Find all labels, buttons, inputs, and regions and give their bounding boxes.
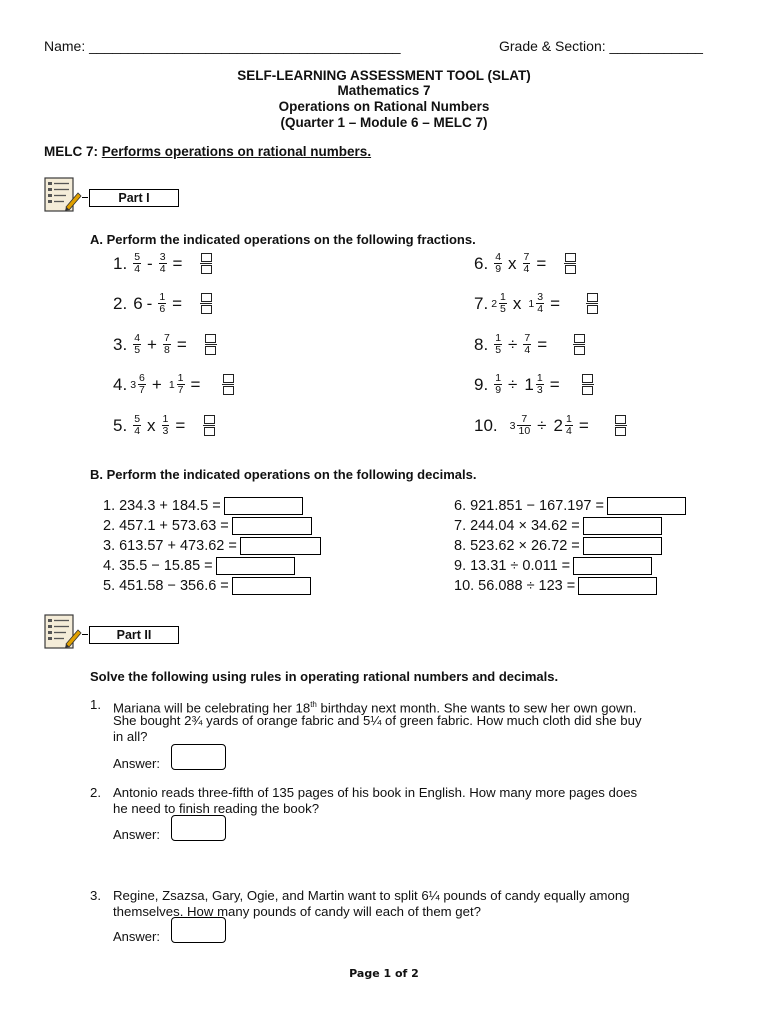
fraction (163, 333, 171, 356)
fraction-question-10 (474, 414, 627, 437)
fraction (536, 373, 544, 396)
numerator: 5 (134, 251, 141, 263)
operator: + (151, 374, 162, 394)
ordinal-suffix: th (310, 700, 317, 709)
melc-line (44, 144, 371, 159)
denominator: 4 (523, 263, 530, 275)
problem-text: he need to finish reading the book? (113, 801, 320, 816)
problem-text: in all? (113, 729, 148, 744)
decimal-question-3 (103, 537, 321, 555)
question-number: 8. (474, 334, 489, 354)
decimal-question-9 (454, 557, 652, 575)
decimal-question-text: 2. 457.1 + 573.63 = (103, 518, 229, 534)
answer-fraction-blank[interactable] (200, 253, 212, 274)
equals-sign: = (536, 253, 547, 273)
numerator: 1 (565, 413, 572, 425)
denominator: 4 (524, 344, 531, 356)
mixed-whole: 1 (168, 378, 175, 391)
numerator: 1 (536, 372, 543, 384)
numerator: 1 (495, 332, 502, 344)
melc-text: Performs operations on rational numbers. (101, 144, 372, 159)
decimal-question-2 (103, 517, 312, 535)
answer-label: Answer: (113, 756, 160, 771)
decimal-question-text: 6. 921.851 − 167.197 = (454, 498, 604, 514)
numerator: 1 (500, 291, 506, 303)
operator: + (147, 334, 157, 354)
decimal-question-text: 4. 35.5 − 15.85 = (103, 558, 213, 574)
fraction-question-3 (113, 333, 217, 356)
mixed-whole: 2 (491, 297, 498, 310)
doc-title: SELF-LEARNING ASSESSMENT TOOL (SLAT) (237, 68, 531, 83)
mixed-whole: 1 (528, 297, 535, 310)
question-number: 5. (113, 415, 128, 435)
decimal-question-text: 9. 13.31 ÷ 0.011 = (454, 558, 571, 574)
equals-sign: = (176, 334, 187, 354)
numerator: 1 (495, 372, 502, 384)
decimal-question-text: 10. 56.088 ÷ 123 = (454, 578, 576, 594)
operator: - (147, 253, 153, 273)
equals-sign: = (549, 374, 560, 394)
problem-text: Antonio reads three-fifth of 135 pages of his book in English. How many more pages does (113, 785, 638, 800)
decimal-question-8 (454, 537, 662, 555)
fraction (523, 252, 531, 275)
question-number: 3. (113, 334, 128, 354)
section-b-instruction: B. Perform the indicated operations on the following decimals. (90, 467, 477, 482)
numerator: 6 (139, 372, 145, 384)
fraction (536, 292, 544, 315)
melc-label: MELC 7: (44, 144, 98, 159)
part-1-label: Part I (89, 189, 179, 207)
problem-text: Mariana will be celebrating her 18 (113, 700, 311, 716)
decimal-question-4 (103, 557, 295, 575)
doc-quarter: (Quarter 1 – Module 6 – MELC 7) (280, 115, 488, 130)
denominator: 7 (139, 384, 145, 396)
fraction (494, 373, 502, 396)
fraction-question-8 (474, 333, 585, 356)
answer-fraction-blank[interactable] (586, 293, 598, 314)
answer-box[interactable] (171, 815, 226, 841)
answer-fraction-blank[interactable] (615, 415, 627, 436)
answer-box[interactable] (171, 744, 226, 770)
denominator: 5 (500, 303, 506, 315)
denominator: 6 (159, 303, 166, 315)
fraction (523, 333, 531, 356)
fraction-question-9 (474, 373, 594, 396)
problem-number: 2. (90, 785, 101, 800)
denominator: 5 (495, 344, 502, 356)
denominator: 7 (177, 384, 184, 396)
numerator: 7 (523, 251, 530, 263)
fraction (162, 414, 170, 437)
operator: ÷ (508, 334, 518, 354)
answer-fraction-blank[interactable] (200, 293, 212, 314)
fraction (158, 292, 166, 315)
decimal-answer-box[interactable] (583, 517, 662, 535)
decimal-answer-box[interactable] (583, 537, 662, 555)
page-number: Page 1 of 2 (349, 967, 419, 980)
mixed-whole: 3 (130, 378, 137, 391)
word-problem-2 (90, 785, 638, 817)
question-number: 2. (113, 293, 128, 313)
problem-text: themselves. How many pounds of candy will each of them get? (113, 904, 481, 919)
answer-label: Answer: (113, 929, 160, 944)
decimal-question-7 (454, 517, 662, 535)
denominator: 9 (495, 263, 502, 275)
numerator: 3 (537, 291, 544, 303)
decimal-answer-box[interactable] (578, 577, 657, 595)
decimal-answer-box[interactable] (240, 537, 321, 555)
fraction (133, 252, 141, 275)
fraction-question-4 (113, 373, 234, 396)
decimal-answer-box[interactable] (216, 557, 295, 575)
answer-fraction-blank[interactable] (582, 374, 594, 395)
operator: - (146, 293, 153, 313)
operator: x (512, 293, 522, 313)
numerator: 7 (521, 413, 528, 425)
decimal-question-10 (454, 577, 657, 595)
numerator: 5 (134, 413, 141, 425)
decimal-answer-box[interactable] (573, 557, 652, 575)
equals-sign: = (537, 334, 548, 354)
question-number: 9. (474, 374, 489, 394)
numerator: 1 (177, 372, 184, 384)
fraction-question-2 (113, 292, 212, 315)
fraction (133, 414, 141, 437)
denominator: 3 (162, 425, 169, 437)
fraction (138, 373, 146, 396)
problem-number: 3. (90, 888, 101, 903)
fraction-question-5 (113, 414, 215, 437)
decimal-question-text: 1. 234.3 + 184.5 = (103, 498, 221, 514)
part-2-label: Part II (89, 626, 179, 644)
decimal-answer-box[interactable] (607, 497, 686, 515)
fraction (133, 333, 141, 356)
question-number: 10. (474, 415, 498, 435)
mixed-whole: 2 (553, 415, 563, 435)
answer-fraction-blank[interactable] (564, 253, 576, 274)
answer-label: Answer: (113, 827, 160, 842)
denominator: 4 (134, 425, 141, 437)
denominator: 4 (537, 303, 544, 315)
numerator: 1 (162, 413, 169, 425)
word-problem-1 (90, 697, 642, 745)
worksheet-pencil-icon (44, 177, 82, 213)
grade-section-field-label[interactable]: Grade & Section: ____________ (499, 38, 703, 54)
name-field-label[interactable]: Name: ________________________________________ (44, 38, 401, 54)
numerator: 1 (159, 291, 166, 303)
mixed-whole: 3 (509, 419, 516, 432)
equals-sign: = (172, 253, 183, 273)
decimal-answer-box[interactable] (224, 497, 303, 515)
doc-topic: Operations on Rational Numbers (278, 99, 490, 114)
operator: x (508, 253, 517, 273)
numerator: 7 (524, 332, 531, 344)
denominator: 4 (565, 425, 572, 437)
question-number: 1. (113, 253, 128, 273)
fraction (499, 292, 507, 315)
section-a-instruction: A. Perform the indicated operations on the following fractions. (90, 232, 476, 247)
fraction (159, 252, 167, 275)
denominator: 4 (159, 263, 166, 275)
question-number: 4. (113, 374, 128, 394)
operator: ÷ (508, 374, 518, 394)
equals-sign: = (175, 415, 186, 435)
decimal-question-text: 7. 244.04 × 34.62 = (454, 518, 580, 534)
word-problem-3 (90, 888, 630, 920)
answer-fraction-blank[interactable] (573, 334, 585, 355)
answer-box[interactable] (171, 917, 226, 943)
problem-text: Regine, Zsazsa, Gary, Ogie, and Martin want to split 6¼ pounds of candy equally among (113, 888, 630, 903)
numerator: 3 (159, 251, 166, 263)
equals-sign: = (190, 374, 201, 394)
denominator: 10 (518, 425, 531, 437)
answer-fraction-blank[interactable] (203, 415, 215, 436)
answer-fraction-blank[interactable] (222, 374, 234, 395)
part-2-instruction: Solve the following using rules in operating rational numbers and decimals. (90, 669, 559, 684)
decimal-question-5 (103, 577, 311, 595)
decimal-question-1 (103, 497, 303, 515)
equals-sign: = (172, 293, 183, 313)
denominator: 5 (134, 344, 141, 356)
fraction (177, 373, 185, 396)
operator: x (147, 415, 156, 435)
fraction (494, 252, 502, 275)
whole-number: 6 (133, 293, 143, 313)
equals-sign: = (550, 293, 560, 313)
operator: ÷ (537, 415, 547, 435)
fraction-question-6 (474, 252, 576, 275)
decimal-question-6 (454, 497, 686, 515)
doc-subject: Mathematics 7 (337, 83, 431, 98)
problem-text: birthday next month. She wants to sew her own gown. (316, 700, 637, 716)
decimal-question-text: 5. 451.58 − 356.6 = (103, 578, 229, 594)
answer-fraction-blank[interactable] (205, 334, 217, 355)
decimal-question-text: 8. 523.62 × 26.72 = (454, 538, 580, 554)
fraction (494, 333, 502, 356)
question-number: 6. (474, 253, 489, 273)
problem-number: 1. (90, 697, 101, 712)
decimal-question-text: 3. 613.57 + 473.62 = (103, 538, 237, 554)
worksheet-pencil-icon (44, 614, 82, 650)
problem-text: She bought 2¾ yards of orange fabric and 5¼ of green fabric. How much cloth did she buy (113, 713, 642, 728)
fraction-question-7 (474, 292, 598, 315)
fraction (517, 414, 531, 437)
denominator: 3 (536, 384, 543, 396)
numerator: 4 (134, 332, 141, 344)
denominator: 8 (163, 344, 170, 356)
decimal-answer-box[interactable] (232, 577, 311, 595)
numerator: 4 (495, 251, 502, 263)
denominator: 4 (134, 263, 141, 275)
mixed-whole: 1 (524, 374, 534, 394)
numerator: 7 (163, 332, 170, 344)
question-number: 7. (474, 293, 489, 313)
equals-sign: = (578, 415, 589, 435)
decimal-answer-box[interactable] (232, 517, 312, 535)
fraction (565, 414, 573, 437)
fraction-question-1 (113, 252, 212, 275)
denominator: 9 (495, 384, 502, 396)
